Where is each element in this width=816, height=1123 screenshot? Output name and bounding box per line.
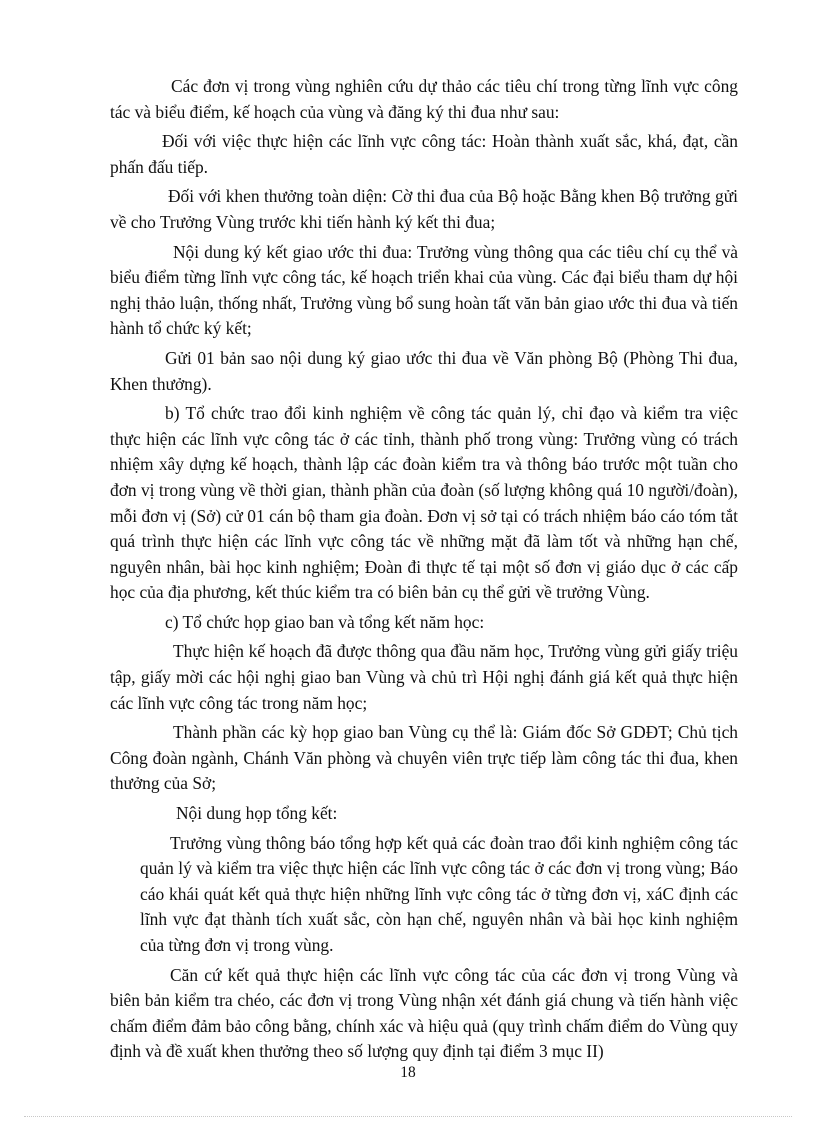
paragraph-comprehensive-award: Đối với khen thưởng toàn diện: Cờ thi đua của Bộ hoặc Bằng khen Bộ trưởng gửi về cho Trưởng Vùng trước khi tiến hành ký kết thi đua; xyxy=(110,186,738,232)
paragraph-agreement-content: Nội dung ký kết giao ước thi đua: Trưởng vùng thông qua các tiêu chí cụ thể và biểu điểm từng lĩnh vực công tác, kế hoạch triển khai của vùng. Các đại biểu tham dự hội nghị thảo luận, thống nhất, Trưởng vùng bổ sung hoàn tất văn bản giao ước thi đua và tiến hành tổ chức ký kết; xyxy=(110,241,738,339)
paragraph-meeting-members: Thành phần các kỳ họp giao ban Vùng cụ thể là: Giám đốc Sở GDĐT; Chủ tịch Công đoàn ngành, Chánh Văn phòng và chuyên viên trực tiếp làm công tác thi đua, khen thưởng của Sở; xyxy=(110,722,738,794)
paragraph-implement-plan: Thực hiện kế hoạch đã được thông qua đầu năm học, Trưởng vùng gửi giấy triệu tập, giấy mời các hội nghị giao ban Vùng và chủ trì Hội nghị đánh giá kết quả thực hiện các lĩnh vực công tác trong năm học; xyxy=(110,641,738,713)
paragraph-section-b: b) Tổ chức trao đổi kinh nghiệm về công tác quản lý, chỉ đạo và kiểm tra việc thực hiện các lĩnh vực công tác ở các tỉnh, thành phố trong vùng: Trưởng vùng có trách nhiệm xây dựng kế hoạch, thành lập các đoàn kiểm tra và thông báo trước một tuần cho đơn vị trong vùng về thời gian, thành phần của đoàn (số lượng không quá 10 người/đoàn), mỗi đơn vị (Sở) cử 01 cán bộ tham gia đoàn. Đơn vị sở tại có trách nhiệm báo cáo tóm tắt quá trình thực hiện các lĩnh vực công tác về những mặt đã làm tốt và những hạn chế, nguyên nhân, bài học kinh nghiệm; Đoàn đi thực tế tại một số đơn vị giáo dục ở các cấp học của địa phương, kết thúc kiểm tra có biên bản cụ thể gửi về trưởng Vùng. xyxy=(110,403,738,603)
paragraph-section-c: c) Tổ chức họp giao ban và tổng kết năm học: xyxy=(165,611,485,632)
document-page xyxy=(110,74,738,1069)
paragraph-summary-report xyxy=(110,831,738,959)
paragraph-summary-heading: Nội dung họp tổng kết: xyxy=(176,803,338,824)
footer-divider xyxy=(24,1116,792,1117)
paragraph-work-results: Đối với việc thực hiện các lĩnh vực công tác: Hoàn thành xuất sắc, khá, đạt, cần phấn đấu tiếp. xyxy=(110,131,738,177)
paragraph-send-copy: Gửi 01 bản sao nội dung ký giao ước thi đua về Văn phòng Bộ (Phòng Thi đua, Khen thưởng). xyxy=(110,347,738,394)
paragraph-intro: Các đơn vị trong vùng nghiên cứu dự thảo các tiêu chí trong từng lĩnh vực công tác và biểu điểm, kế hoạch của vùng và đăng ký thi đua như sau: xyxy=(110,76,738,122)
paragraph-scoring: Căn cứ kết quả thực hiện các lĩnh vực công tác của các đơn vị trong Vùng và biên bản kiểm tra chéo, các đơn vị trong Vùng nhận xét đánh giá chung và tiến hành việc chấm điểm đảm bảo công bằng, chính xác và hiệu quả (quy trình chấm điểm do Vùng quy định và đề xuất khen thưởng theo số lượng quy định tại điểm 3 mục II) xyxy=(110,964,738,1062)
summary-report-text: Trưởng vùng thông báo tổng hợp kết quả các đoàn trao đổi kinh nghiệm công tác quản lý và kiểm tra việc thực hiện các lĩnh vực công tác ở các đơn vị trong vùng; Báo cáo khái quát kết quả thực hiện những lĩnh vực công tác ở từng đơn vị, xáC định các lĩnh vực đạt thành tích xuất sắc, còn hạn chế, nguyên nhân và bài học kinh nghiệm của từng đơn vị trong vùng. xyxy=(140,832,738,955)
page-number: 18 xyxy=(400,1064,416,1081)
